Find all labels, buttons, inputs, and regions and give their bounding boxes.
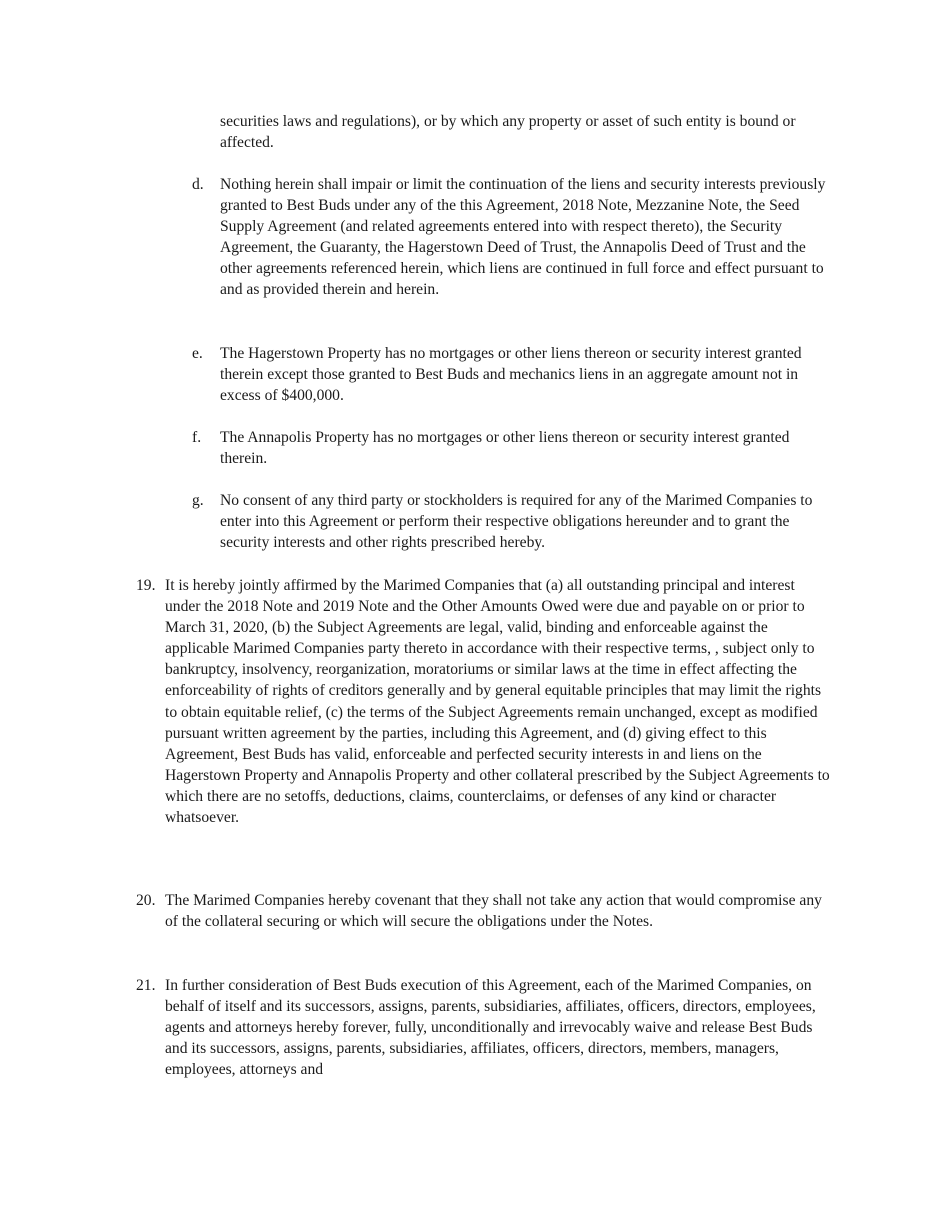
subitem-e [192, 343, 830, 406]
continuation-paragraph [220, 111, 830, 153]
subitem-g [192, 490, 830, 553]
subitem-d [192, 174, 830, 301]
subitem-text: The Hagerstown Property has no mortgages or other liens thereon or security interest granted therein except those granted to Best Buds and mechanics liens in an aggregate amount not in excess of $400,000. [220, 345, 802, 405]
section-text: It is hereby jointly affirmed by the Marimed Companies that (a) all outstanding principal and interest under the 2018 Note and 2019 Note and the Other Amounts Owed were due and payable on or prior to March 31, 2020, (b) the Subject Agreements are legal, valid, binding and enforceable against the applicable Marimed Companies party thereto in accordance with their respective terms, , subject only to bankruptcy, insolvency, reorganization, moratoriums or similar laws at the time in effect affecting the enforceability of rights of creditors generally and by general equitable principles that may limit the rights to obtain equitable relief, (c) the terms of the Subject Agreements remain unchanged, except as modified pursuant written agreement by the parties, including this Agreement, and (d) giving effect to this Agreement, Best Buds has valid, enforceable and perfected security interests in and liens on the Hagerstown Property and Annapolis Property and other collateral prescribed by the Subject Agreements to which there are no setoffs, deductions, claims, counterclaims, or defenses of any kind or character whatsoever. [165, 577, 830, 827]
subitem-f [192, 427, 830, 469]
section-20 [136, 890, 830, 932]
section-21 [136, 975, 830, 1080]
section-number: 20. [136, 892, 156, 909]
subitem-text: The Annapolis Property has no mortgages or other liens thereon or security interest granted therein. [220, 429, 790, 468]
section-text: In further consideration of Best Buds execution of this Agreement, each of the Marimed Companies, on behalf of itself and its successors, assigns, parents, subsidiaries, affiliates, officers, directors, employees, agents and attorneys hereby forever, fully, unconditionally and irrevocably waive and release Best Buds and its successors, assigns, parents, subsidiaries, affiliates, officers, directors, members, managers, employees, attorneys and [165, 977, 816, 1079]
continuation-text: securities laws and regulations), or by which any property or asset of such entity is bound or affected. [220, 113, 796, 152]
section-number: 19. [136, 577, 156, 594]
section-number: 21. [136, 977, 156, 994]
subitem-text: Nothing herein shall impair or limit the continuation of the liens and security interests previously granted to Best Buds under any of the this Agreement, 2018 Note, Mezzanine Note, the Seed Supply Agreement (and related agreements entered into with respect thereto), the Security Agreement, the Guaranty, the Hagerstown Deed of Trust, the Annapolis Deed of Trust and the other agreements referenced herein, which liens are continued in full force and effect pursuant to and as provided therein and herein. [220, 176, 826, 299]
subitem-marker: f. [192, 429, 202, 446]
subitem-marker: g. [192, 492, 204, 509]
subitem-marker: e. [192, 345, 203, 362]
subitem-marker: d. [192, 176, 204, 193]
subitem-text: No consent of any third party or stockholders is required for any of the Marimed Companies to enter into this Agreement or perform their respective obligations hereunder and to grant the security interests and other rights prescribed hereby. [220, 492, 813, 552]
section-19 [136, 575, 830, 828]
section-text: The Marimed Companies hereby covenant that they shall not take any action that would compromise any of the collateral securing or which will secure the obligations under the Notes. [165, 892, 822, 931]
